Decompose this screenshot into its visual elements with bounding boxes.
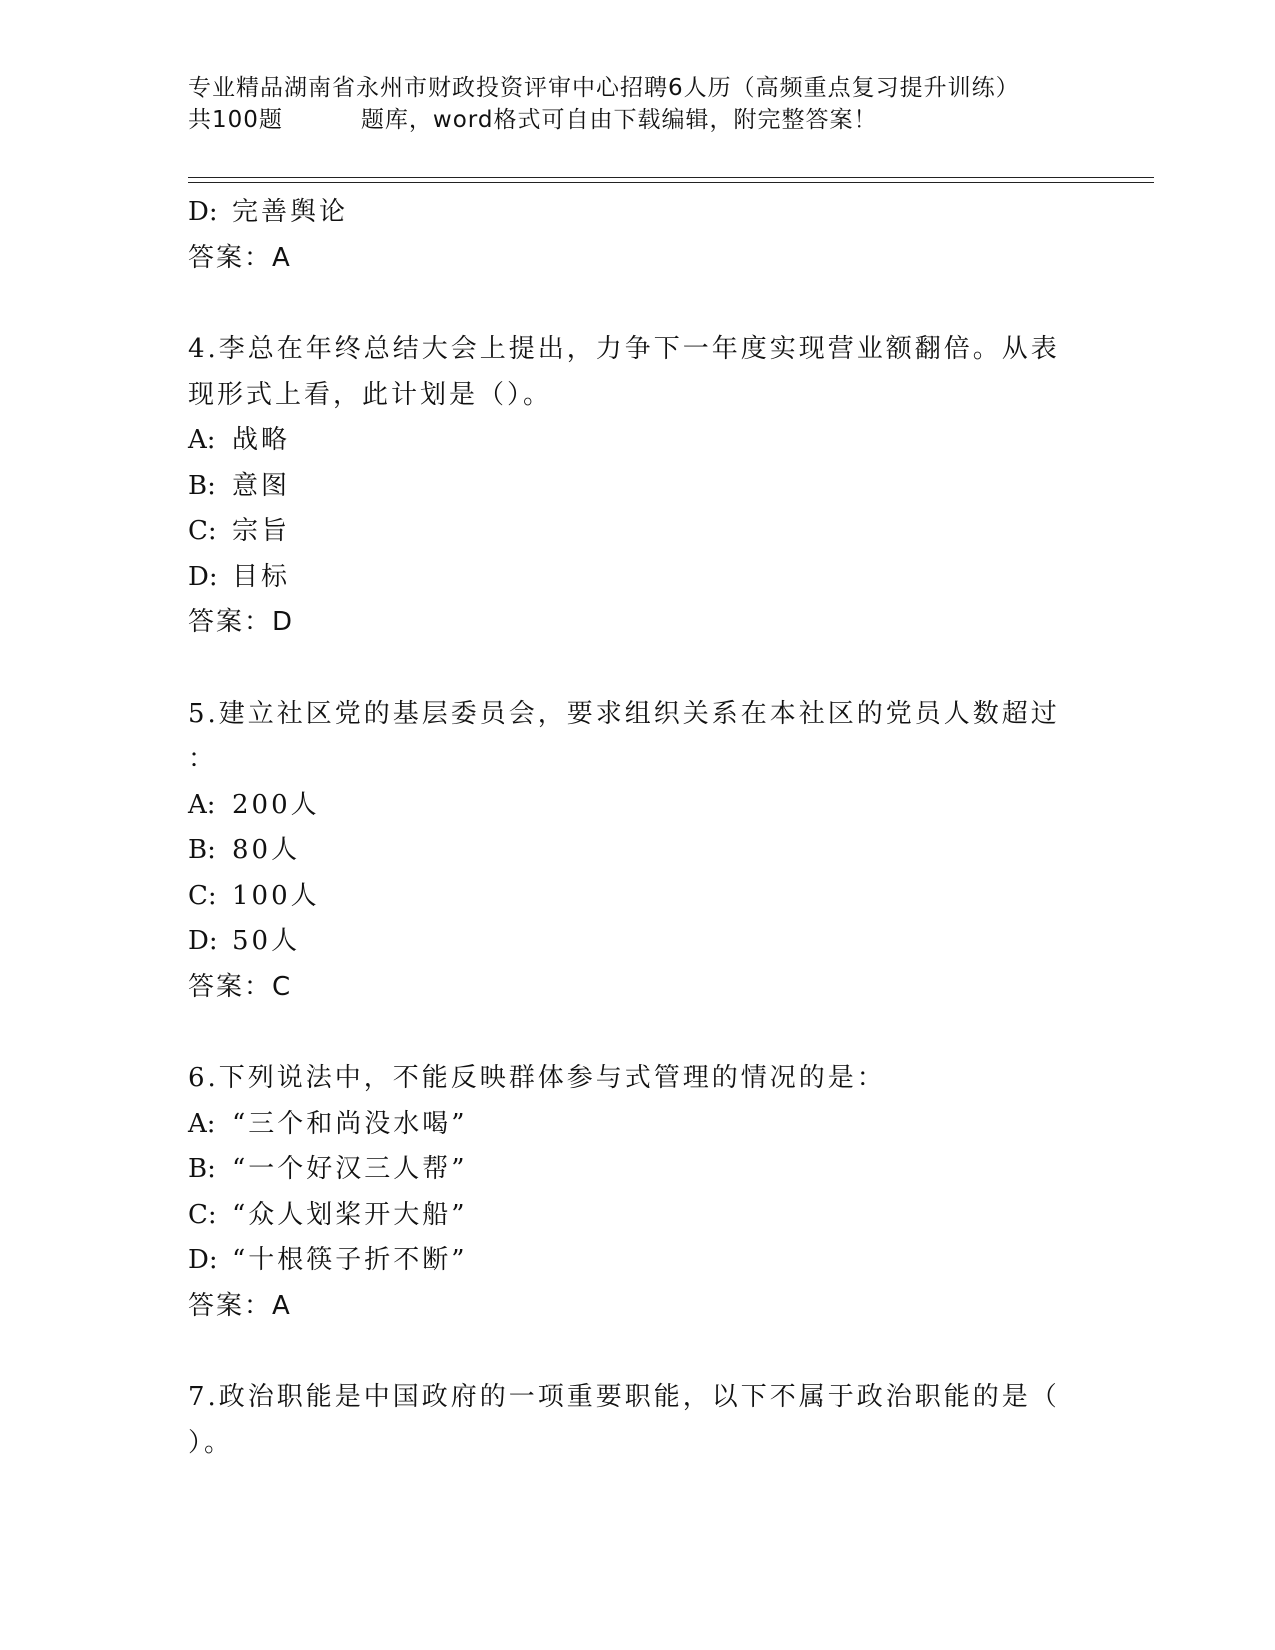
option-text: “众人划桨开大船” [232, 1199, 468, 1230]
question-5-option-b [188, 828, 1088, 874]
option-text: “一个好汉三人帮” [232, 1154, 468, 1184]
option-key: A: [188, 425, 216, 455]
option-text: 80人 [232, 835, 301, 865]
header-description: 题库，word格式可自由下载编辑，附完整答案！ [360, 107, 878, 133]
option-key: D: [188, 561, 218, 592]
question-5-answer: 答案：C [188, 971, 293, 1002]
option-key: D: [188, 197, 218, 227]
question-4-option-d [188, 555, 1088, 601]
answer-line: 答案：A [188, 242, 292, 273]
option-text: “三个和尚没水喝” [232, 1108, 468, 1139]
option-key: B: [188, 835, 216, 865]
question-7-stem-line2: ）。 [188, 1427, 234, 1458]
option-key: D: [188, 1245, 218, 1275]
option-key: C: [188, 1199, 217, 1230]
option-text: 200人 [232, 789, 320, 820]
option-key: B: [188, 1154, 216, 1184]
question-4-stem-line1: 4.李总在年终总结大会上提出，力争下一年度实现营业额翻倍。从表 [188, 334, 1060, 364]
question-5-option-d [188, 919, 1088, 965]
option-key: D: [188, 926, 218, 956]
option-text: 意图 [232, 470, 291, 501]
question-4-stem-line2: 现形式上看，此计划是（）。 [188, 379, 553, 410]
option-key: C: [188, 880, 217, 911]
option-text: 50人 [232, 926, 301, 956]
question-6-option-b [188, 1147, 1088, 1193]
question-6-option-c [188, 1193, 1088, 1239]
question-7-stem-line1: 7.政治职能是中国政府的一项重要职能，以下不属于政治职能的是（ [188, 1382, 1060, 1412]
question-6-option-d [188, 1238, 1088, 1284]
option-text: “十根筷子折不断” [232, 1245, 468, 1275]
question-5-option-c [188, 874, 1088, 920]
header-title-line: 专业精品湖南省永州市财政投资评审中心招聘6人历（高频重点复习提升训练） [188, 75, 1020, 101]
question-content [188, 190, 1088, 1466]
question-6-stem-line1: 6.下列说法中，不能反映群体参与式管理的情况的是： [188, 1063, 886, 1093]
header-divider-top [188, 177, 1154, 178]
option-text: 战略 [232, 425, 291, 455]
question-4-option-c [188, 509, 1088, 555]
option-text: 宗旨 [232, 516, 291, 546]
question-5-stem-line1: 5.建立社区党的基层委员会，要求组织关系在本社区的党员人数超过 [188, 698, 1060, 729]
header-subtitle-line [188, 104, 1088, 136]
question-5-stem-line2: ： [188, 744, 218, 774]
header-divider-bottom [188, 182, 1154, 183]
option-d [188, 190, 1088, 236]
question-6-answer: 答案：A [188, 1290, 292, 1321]
question-4-answer: 答案：D [188, 607, 295, 637]
document-header [188, 72, 1088, 136]
option-text: 完善舆论 [232, 197, 349, 227]
question-6-option-a [188, 1102, 1088, 1148]
question-4-option-a [188, 418, 1088, 464]
option-key: A: [188, 1108, 216, 1139]
option-text: 100人 [232, 880, 320, 911]
option-key: C: [188, 516, 217, 546]
option-key: B: [188, 470, 216, 501]
question-5-option-a [188, 783, 1088, 829]
option-text: 目标 [232, 561, 291, 592]
option-key: A: [188, 789, 216, 820]
question-4-option-b [188, 464, 1088, 510]
header-question-count: 共100题 [188, 107, 283, 133]
